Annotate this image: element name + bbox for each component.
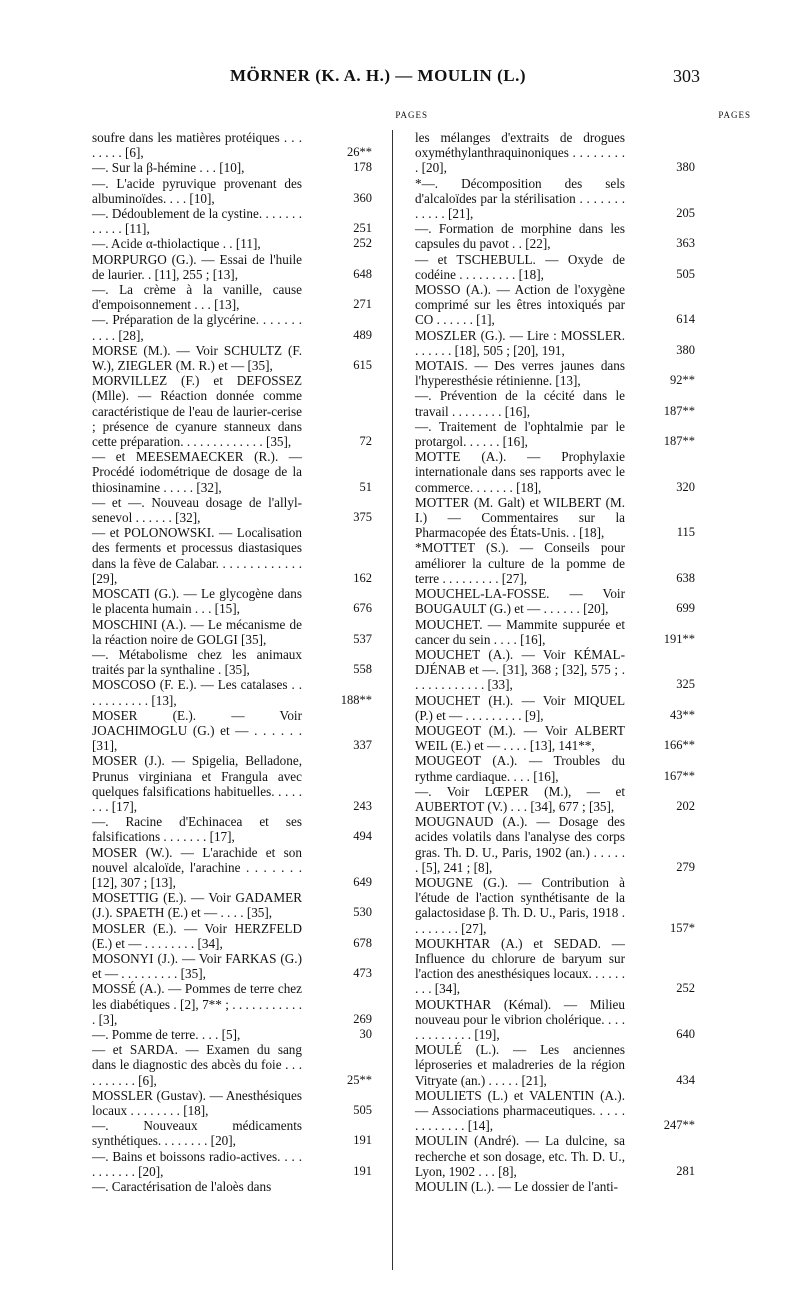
page-number: 303 [673, 66, 700, 86]
entry-text: MOTAIS. — Des verres jaunes dans l'hyperesthésie rétinienne. [13], [415, 358, 625, 389]
index-entry [415, 540, 695, 586]
entry-text: —. Traitement de l'ophtalmie par le protargol. . . . . . [16], [415, 418, 625, 450]
left-column [92, 110, 428, 1195]
entry-page-ref: 202 [676, 798, 695, 813]
entry-text: MOSZLER (G.). — Lire : MOSSLER. . . . . . . [18], 505 ; [20], 191, [415, 327, 625, 358]
entry-text: — et POLONOWSKI. — Localisation des ferments et processus diastasiques dans la fève de Calabar. . . . . . . . . . . . . [29], [92, 525, 302, 586]
entry-text: MOSLER (E.). — Voir HERZFELD (E.) et — . . . . . . . . [34], [92, 920, 302, 951]
entry-page-ref: 505 [353, 1103, 372, 1117]
entry-text: MOSCATI (G.). — Le glycogène dans le placenta humain . . . [15], [92, 586, 302, 617]
index-entry [415, 1088, 695, 1134]
index-entry [92, 753, 372, 814]
entry-text: — et TSCHEBULL. — Oxyde de codéine . . . . . . . . . [18], [415, 251, 625, 282]
index-entry [92, 312, 372, 342]
entry-text: MOSER (W.). — L'arachide et son nouvel alcaloïde, l'arachine . . . . . . . [12], 307 ; [13], [92, 844, 302, 890]
index-entry [92, 951, 372, 981]
entry-page-ref: 530 [353, 905, 372, 920]
index-entry [415, 328, 695, 358]
entry-page-ref: 489 [353, 327, 372, 342]
running-title: MÖRNER (K. A. H.) — MOULIN (L.) [230, 66, 526, 85]
entry-page-ref: 187** [663, 403, 695, 418]
index-entry [415, 875, 695, 936]
entry-text: MOSONYI (J.). — Voir FARKAS (G.) et — . . . . . . . . . [35], [92, 950, 302, 982]
index-entry [415, 693, 695, 723]
index-entry [92, 586, 372, 616]
entry-text: MOUCHET (H.). — Voir MIQUEL (P.) et — . . . . . . . . . [9], [415, 692, 625, 723]
entry-page-ref: 473 [353, 966, 372, 981]
entry-text: MOUKTHAR (Kémal). — Milieu nouveau pour le vibrion cholérique. . . . . . . . . . . . . [19], [415, 996, 625, 1042]
entry-text: MOUCHET (A.). — Voir KÉMAL-DJÉNAB et —. [31], 368 ; [32], 575 ; . . . . . . . . . . . . [33], [415, 646, 625, 693]
index-entry [92, 890, 372, 920]
index-entry [92, 160, 372, 175]
entry-text: les mélanges d'extraits de drogues oxyméthylanthraquinoniques . . . . . . . . . [20], [415, 130, 625, 176]
entry-text: MOSCOSO (F. E.). — Les catalases . . . . . . . . . . . [13], [92, 677, 302, 708]
entry-page-ref: 205 [676, 206, 695, 221]
entry-text: MOSSÉ (A.). — Pommes de terre chez les diabétiques . [2], 7** ; . . . . . . . . . . . . [3], [92, 981, 302, 1027]
column-divider [392, 130, 393, 1270]
entry-text: —. Dédoublement de la cystine. . . . . . . . . . . . [11], [92, 206, 302, 237]
entry-page-ref: 115 [676, 525, 695, 540]
entry-page-ref: 537 [353, 631, 372, 646]
entry-page-ref: 615 [353, 358, 372, 373]
index-entry [415, 419, 695, 449]
entry-page-ref: 375 [353, 510, 372, 525]
index-entry [92, 1027, 372, 1042]
entry-text: MOUGNAUD (A.). — Dosage des acides volatils dans l'analyse des corps gras. Th. D. U., Paris, 1902 (an.) . . . . . . [5], 241 ; [8], [415, 814, 625, 875]
entry-page-ref: 337 [353, 738, 372, 753]
index-entry [415, 753, 695, 783]
entry-text: MOTTER (M. Galt) et WILBERT (M. I.) — Commentaires sur la Pharmacopée des États-Unis. . [18], [415, 494, 625, 541]
entry-page-ref: 43** [670, 707, 695, 722]
index-entry [415, 586, 695, 616]
entry-page-ref: 166** [663, 738, 695, 753]
entry-page-ref: 92** [670, 373, 695, 388]
left-entries [92, 130, 372, 1194]
entry-text: — et —. Nouveau dosage de l'allyl-senevol . . . . . . [32], [92, 494, 302, 526]
entry-text: MOULIN (L.). — Le dossier de l'anti- [415, 1179, 619, 1195]
entry-page-ref: 363 [676, 236, 695, 251]
entry-text: MOUCHEL-LA-FOSSE. — Voir BOUGAULT (G.) et — . . . . . . [20], [415, 586, 625, 617]
entry-text: soufre dans les matières protéiques . . . . . . . . [6], [92, 130, 302, 161]
entry-page-ref: 505 [676, 266, 695, 281]
entry-text: —. Acide α-thiolactique . . [11], [92, 236, 261, 252]
index-entry [92, 1179, 372, 1194]
index-entry [92, 1042, 372, 1088]
entry-page-ref: 699 [676, 601, 695, 616]
entry-page-ref: 648 [353, 266, 372, 281]
entry-text: MORVILLEZ (F.) et DEFOSSEZ (Mlle). — Réaction donnée comme caractéristique de l'eau de laurier-cerise ; présence de cyanure stanneux dans cette préparation. . . . . . . . . . . . . [35], [92, 373, 302, 450]
index-entry [92, 206, 372, 236]
entry-page-ref: 51 [359, 479, 372, 494]
entry-text: MOUKHTAR (A.) et SEDAD. — Influence du chlorure de baryum sur l'action des anesthésiques locaux. . . . . . . . . [34], [415, 935, 625, 997]
index-entry [415, 1133, 695, 1179]
entry-page-ref: 320 [676, 479, 695, 494]
entry-text: MOSSO (A.). — Action de l'oxygène comprimé sur les êtres intoxiqués par CO . . . . . . [1], [415, 282, 625, 328]
entry-text: —. Voir LŒPER (M.), — et AUBERTOT (V.) . . . [34], 677 ; [35], [415, 783, 625, 814]
entry-page-ref: 178 [353, 160, 372, 175]
entry-page-ref: 251 [353, 221, 372, 236]
index-entry [415, 784, 695, 814]
pages-column-label: PAGES [718, 110, 751, 120]
index-entry [415, 617, 695, 647]
index-entry [415, 176, 695, 222]
entry-page-ref: 191** [663, 631, 695, 646]
page-header [0, 66, 800, 96]
entry-text: MOSETTIG (E.). — Voir GADAMER (J.). SPAETH (E.) et — . . . . [35], [92, 890, 302, 921]
index-entry [92, 130, 372, 160]
entry-page-ref: 380 [676, 160, 695, 175]
entry-text: — et SARDA. — Examen du sang dans le diagnostic des abcès du foie . . . . . . . . . . [6], [92, 1042, 302, 1088]
entry-text: —. Prévention de la cécité dans le travail . . . . . . . . [16], [415, 388, 625, 419]
index-entry [415, 936, 695, 997]
index-entry [92, 921, 372, 951]
index-entry [415, 495, 695, 541]
index-entry [415, 388, 695, 418]
entry-page-ref: 638 [676, 570, 695, 585]
index-entry [92, 525, 372, 586]
entry-text: MOSCHINI (A.). — Le mécanisme de la réaction noire de GOLGI [35], [92, 616, 302, 647]
index-entry [92, 373, 372, 449]
entry-page-ref: 247** [663, 1118, 695, 1133]
entry-text: —. Nouveaux médicaments synthétiques. . . . . . . . [20], [92, 1118, 302, 1149]
index-entry [92, 708, 372, 754]
entry-page-ref: 649 [353, 874, 372, 889]
index-entry [415, 814, 695, 875]
entry-page-ref: 678 [353, 935, 372, 950]
entry-text: MOSER (J.). — Spigelia, Belladone, Prunus virginiana et Frangula avec quelques falsifications habituelles. . . . . . . . [17], [92, 753, 302, 814]
index-entry [92, 647, 372, 677]
entry-page-ref: 614 [676, 312, 695, 327]
index-entry [92, 617, 372, 647]
entry-page-ref: 494 [353, 829, 372, 844]
index-entry [92, 176, 372, 206]
index-entry [92, 981, 372, 1027]
index-entry [92, 845, 372, 891]
entry-text: MOSSLER (Gustav). — Anesthésiques locaux . . . . . . . . [18], [92, 1087, 302, 1118]
index-entry [92, 1118, 372, 1148]
entry-page-ref: 252 [353, 236, 372, 251]
entry-text: —. Racine d'Echinacea et ses falsifications . . . . . . . [17], [92, 814, 302, 845]
entry-text: —. Caractérisation de l'aloès dans [92, 1179, 272, 1195]
entry-page-ref: 640 [676, 1026, 695, 1041]
index-entry [92, 1149, 372, 1179]
entry-page-ref: 434 [676, 1072, 695, 1087]
entry-text: MOULIN (André). — La dulcine, sa recherche et son dosage, etc. Th. D. U., Lyon, 1902 . . . [8], [415, 1133, 625, 1179]
index-entry [415, 1179, 695, 1194]
index-entry [415, 130, 695, 176]
entry-page-ref: 72 [359, 434, 372, 449]
index-entry [92, 343, 372, 373]
entry-page-ref: 243 [353, 798, 372, 813]
entry-text: —. L'acide pyruvique provenant des albuminoïdes. . . . [10], [92, 175, 302, 206]
entry-page-ref: 325 [676, 677, 695, 692]
entry-text: *MOTTET (S.). — Conseils pour améliorer la culture de la pomme de terre . . . . . . . . . [27], [415, 540, 625, 586]
entry-text: *—. Décomposition des sels d'alcaloïdes par la stérilisation . . . . . . . . . . . . [21], [415, 175, 625, 222]
right-column [415, 110, 751, 1195]
entry-text: MORPURGO (G.). — Essai de l'huile de laurier. . [11], 255 ; [13], [92, 251, 302, 282]
index-entry [415, 221, 695, 251]
entry-text: MOULIETS (L.) et VALENTIN (A.). — Associations pharmaceutiques. . . . . . . . . . . . . [14], [415, 1087, 625, 1134]
entry-page-ref: 25** [347, 1072, 372, 1087]
entry-text: —. Pomme de terre. . . . [5], [92, 1026, 241, 1042]
entry-text: —. Formation de morphine dans les capsules du pavot . . [22], [415, 221, 625, 252]
index-entry [92, 449, 372, 495]
entry-text: — et MEESEMAECKER (R.). — Procédé iodométrique de dosage de la thiosinamine . . . . . [32], [92, 449, 302, 495]
index-entry [415, 449, 695, 495]
entry-text: MOUGEOT (M.). — Voir ALBERT WEIL (E.) et — . . . . [13], 141**, [415, 722, 625, 754]
entry-page-ref: 188** [340, 692, 372, 707]
index-entry [415, 252, 695, 282]
entry-page-ref: 26** [347, 145, 372, 160]
entry-page-ref: 162 [353, 570, 372, 585]
entry-text: —. Bains et boissons radio-actives. . . . . . . . . . . [20], [92, 1148, 302, 1179]
entry-page-ref: 279 [676, 859, 695, 874]
index-entry [415, 1042, 695, 1088]
index-entry [415, 282, 695, 328]
entry-text: MOSER (E.). — Voir JOACHIMOGLU (G.) et — . . . . . . [31], [92, 707, 302, 754]
index-entry [92, 814, 372, 844]
entry-page-ref: 187** [663, 434, 695, 449]
index-entry [92, 677, 372, 707]
entry-page-ref: 558 [353, 662, 372, 677]
index-entry [415, 997, 695, 1043]
entry-text: MOTTE (A.). — Prophylaxie internationale dans ses rapports avec le commerce. . . . . . . [18], [415, 449, 625, 495]
pages-column-label: PAGES [395, 110, 428, 120]
entry-page-ref: 30 [359, 1026, 372, 1041]
entry-text: —. Préparation de la glycérine. . . . . . . . . . . [28], [92, 312, 302, 343]
entry-page-ref: 167** [663, 768, 695, 783]
index-entry [415, 723, 695, 753]
index-entry [415, 647, 695, 693]
entry-page-ref: 281 [676, 1163, 695, 1178]
entry-text: MOULÉ (L.). — Les anciennes léproseries et maladreries de la région Vitryate (an.) . . . . . [21], [415, 1042, 625, 1088]
entry-text: MORSE (M.). — Voir SCHULTZ (F. W.), ZIEGLER (M. R.) et — [35], [92, 342, 302, 374]
index-entry [92, 282, 372, 312]
entry-page-ref: 191 [353, 1133, 372, 1148]
index-entry [92, 236, 372, 251]
entry-text: —. Sur la β-hémine . . . [10], [92, 160, 245, 176]
index-entry [415, 358, 695, 388]
entry-page-ref: 157* [670, 920, 695, 935]
entry-page-ref: 269 [353, 1011, 372, 1026]
entry-text: —. Métabolisme chez les animaux traités par la synthaline . [35], [92, 646, 302, 678]
entry-text: MOUGEOT (A.). — Troubles du rythme cardiaque. . . . [16], [415, 753, 625, 784]
entry-page-ref: 676 [353, 601, 372, 616]
right-entries [415, 130, 695, 1194]
entry-page-ref: 360 [353, 190, 372, 205]
entry-page-ref: 380 [676, 342, 695, 357]
index-entry [92, 1088, 372, 1118]
index-entry [92, 252, 372, 282]
entry-page-ref: 252 [676, 981, 695, 996]
entry-text: —. La crème à la vanille, cause d'empoisonnement . . . [13], [92, 282, 302, 313]
entry-text: MOUGNE (G.). — Contribution à l'étude de l'action synthétisante de la galactosidase β. Th. D. U., Paris, 1918 . . . . . . . . [27], [415, 874, 625, 936]
entry-text: MOUCHET. — Mammite suppurée et cancer du sein . . . . [16], [415, 616, 625, 647]
entry-page-ref: 191 [353, 1163, 372, 1178]
index-entry [92, 495, 372, 525]
entry-page-ref: 271 [353, 297, 372, 312]
